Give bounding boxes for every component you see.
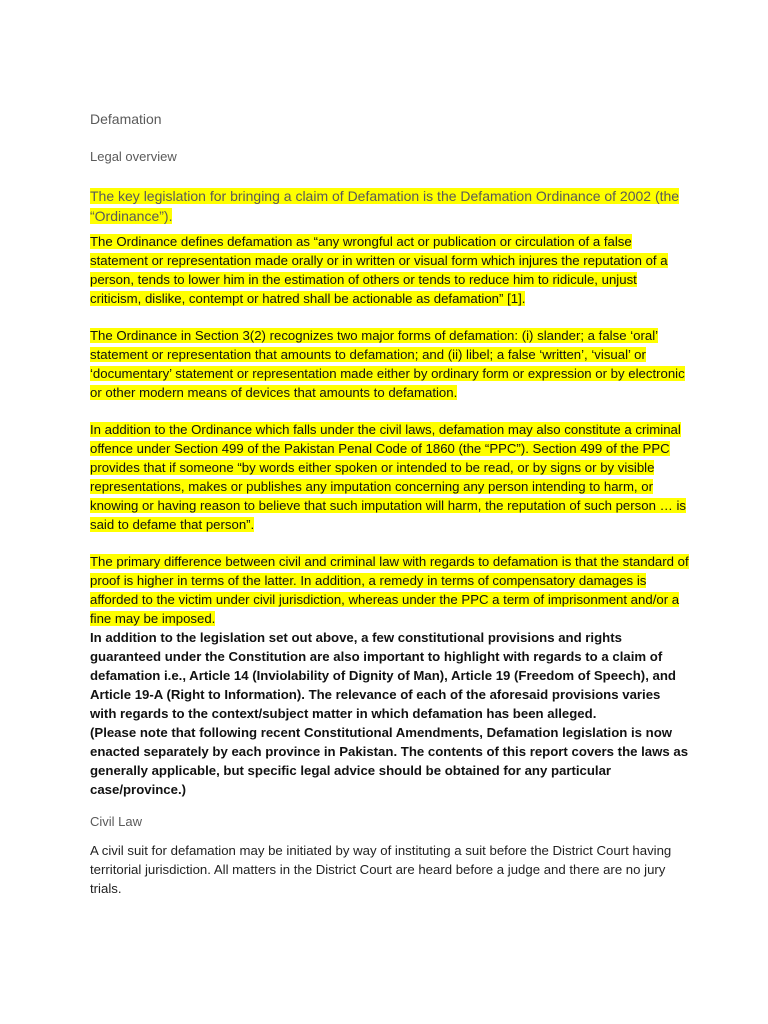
civil-law-heading: Civil Law [90,814,143,829]
paragraph-difference [90,552,690,628]
document-page [90,110,690,898]
document-title: Defamation [90,111,162,127]
lead-text: The key legislation for bringing a claim of Defamation is the Defamation Ordinance of 2002 (the “Ordinance”). [90,188,680,224]
paragraph-definition [90,232,690,308]
paragraph-difference-text: The primary difference between civil and criminal law with regards to defamation is that the standard of proof is higher in terms of the latter. In addition, a remedy in terms of compensatory damages is afforded to the victim under civil jurisdiction, whereas under the PPC a term of imprisonment and/or a fine may be imposed. [90,554,689,626]
civil-law-text: A civil suit for defamation may be initiated by way of instituting a suit before the District Court having territorial jurisdiction. All matters in the District Court are heard before a judge and there are no jury trials. [90,843,672,896]
paragraph-forms-text: The Ordinance in Section 3(2) recognizes two major forms of defamation: (i) slander; a false ‘oral’ statement or representation that amounts to defamation; and (ii) libel; a false ‘written’, ‘visual’ or ‘documentary’ statement or representation made either by ordinary form or expression or by electronic or other modern means of devices that amounts to defamation. [90,328,685,400]
document-subtitle: Legal overview [90,149,177,164]
paragraph-note: (Please note that following recent Constitutional Amendments, Defamation legislation is now enacted separately by each province in Pakistan. The contents of this report covers the laws as generally applicable, but specific legal advice should be obtained for any particular case/province.) [90,725,689,797]
lead-paragraph [90,186,690,226]
paragraph-criminal-text: In addition to the Ordinance which falls under the civil laws, defamation may also constitute a criminal offence under Section 499 of the Pakistan Penal Code of 1860 (the “PPC”). Section 499 of the PPC provides that if someone “by words either spoken or intended to be read, or by signs or by visible representations, makes or publishes any imputation concerning any person intending to harm, or knowing or having reason to believe that such imputation will harm, the reputation of such person … is said to defame that person”. [90,422,686,532]
paragraph-constitution: In addition to the legislation set out above, a few constitutional provisions and rights guaranteed under the Constitution are also important to highlight with regards to a claim of defamation i.e., Article 14 (Inviolability of Dignity of Man), Article 19 (Freedom of Speech), and Article 19-A (Right to Information). The relevance of each of the aforesaid provisions varies with regards to the context/subject matter in which defamation has been alleged. [90,630,676,721]
paragraph-criminal [90,420,690,534]
paragraph-definition-text: The Ordinance defines defamation as “any wrongful act or publication or circulation of a false statement or representation made orally or in written or visual form which injures the reputation of a person, tends to lower him in the estimation of others or tends to reduce him to ridicule, unjust criticism, dislike, contempt or hatred shall be actionable as defamation” [1]. [90,234,668,306]
paragraph-forms [90,326,690,402]
